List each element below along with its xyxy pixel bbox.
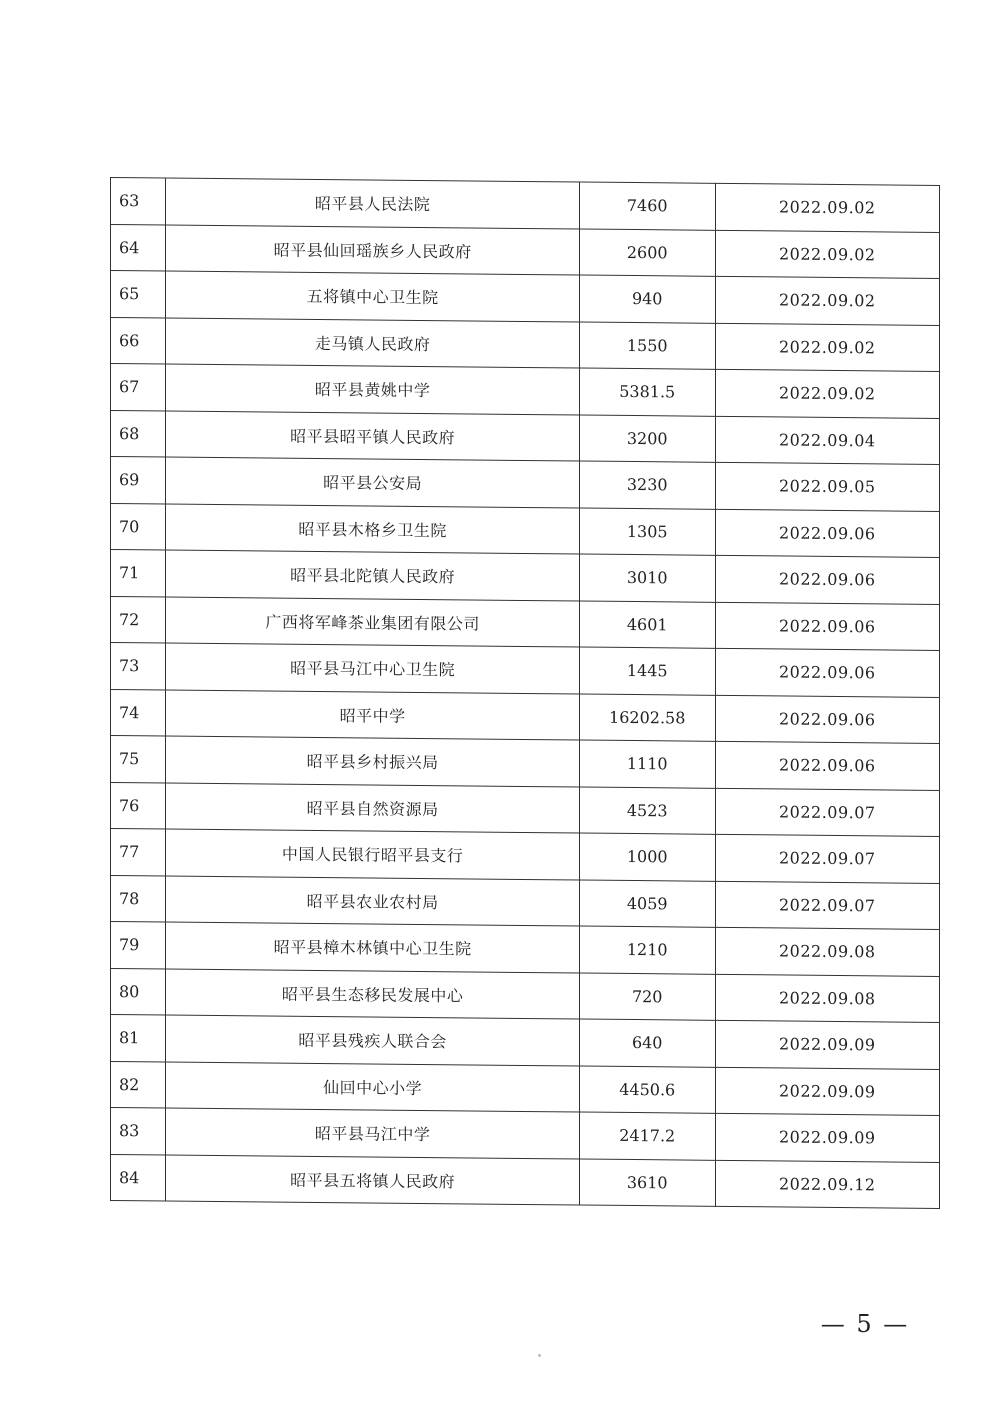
row-number: 69 xyxy=(111,457,166,504)
table-row xyxy=(111,968,940,1022)
donation-table xyxy=(110,177,940,1209)
table-row xyxy=(111,410,940,464)
amount: 640 xyxy=(579,1019,715,1067)
row-number: 73 xyxy=(111,643,166,690)
row-number: 79 xyxy=(111,922,166,969)
table-row xyxy=(111,922,940,976)
amount: 3610 xyxy=(579,1159,715,1207)
donation-table-wrapper xyxy=(110,177,940,1209)
amount: 5381.5 xyxy=(579,368,715,416)
date: 2022.09.02 xyxy=(715,230,939,279)
row-number: 67 xyxy=(111,364,166,411)
date: 2022.09.04 xyxy=(715,416,939,465)
unit-name: 昭平县马江中心卫生院 xyxy=(166,643,579,693)
table-row xyxy=(111,1108,940,1162)
unit-name: 昭平县残疾人联合会 xyxy=(166,1015,579,1065)
date: 2022.09.08 xyxy=(715,974,939,1023)
unit-name: 昭平县木格乡卫生院 xyxy=(166,504,579,554)
row-number: 72 xyxy=(111,596,166,643)
date: 2022.09.02 xyxy=(715,276,939,325)
unit-name: 仙回中心小学 xyxy=(166,1062,579,1112)
unit-name: 走马镇人民政府 xyxy=(166,318,579,368)
row-number: 70 xyxy=(111,503,166,550)
date: 2022.09.09 xyxy=(715,1020,939,1069)
table-row xyxy=(111,1061,940,1115)
unit-name: 昭平县马江中学 xyxy=(166,1108,579,1158)
scan-speck xyxy=(538,1354,541,1357)
unit-name: 昭平县樟木林镇中心卫生院 xyxy=(166,922,579,972)
unit-name: 中国人民银行昭平县支行 xyxy=(166,829,579,879)
row-number: 80 xyxy=(111,968,166,1015)
date: 2022.09.06 xyxy=(715,695,939,744)
date: 2022.09.06 xyxy=(715,602,939,651)
amount: 1445 xyxy=(579,647,715,695)
row-number: 71 xyxy=(111,550,166,597)
date: 2022.09.06 xyxy=(715,741,939,790)
unit-name: 昭平县黄姚中学 xyxy=(166,364,579,414)
unit-name: 昭平县北陀镇人民政府 xyxy=(166,550,579,600)
table-row xyxy=(111,271,940,325)
amount: 7460 xyxy=(579,182,715,230)
unit-name: 昭平县人民法院 xyxy=(166,178,579,228)
date: 2022.09.12 xyxy=(715,1160,939,1209)
unit-name: 广西将军峰茶业集团有限公司 xyxy=(166,597,579,647)
table-row xyxy=(111,317,940,371)
row-number: 63 xyxy=(111,178,166,225)
table-row xyxy=(111,457,940,511)
amount: 3010 xyxy=(579,554,715,602)
amount: 3200 xyxy=(579,415,715,463)
table-row xyxy=(111,503,940,557)
amount: 1110 xyxy=(579,740,715,788)
unit-name: 五将镇中心卫生院 xyxy=(166,271,579,321)
table-row xyxy=(111,1015,940,1069)
table-row xyxy=(111,689,940,743)
row-number: 66 xyxy=(111,317,166,364)
unit-name: 昭平县昭平镇人民政府 xyxy=(166,411,579,461)
date: 2022.09.05 xyxy=(715,462,939,511)
unit-name: 昭平县乡村振兴局 xyxy=(166,736,579,786)
unit-name: 昭平县公安局 xyxy=(166,457,579,507)
amount: 2417.2 xyxy=(579,1112,715,1160)
row-number: 77 xyxy=(111,829,166,876)
table-row xyxy=(111,1154,940,1208)
unit-name: 昭平县生态移民发展中心 xyxy=(166,969,579,1019)
amount: 4523 xyxy=(579,787,715,835)
row-number: 83 xyxy=(111,1108,166,1155)
date: 2022.09.07 xyxy=(715,788,939,837)
row-number: 81 xyxy=(111,1015,166,1062)
row-number: 82 xyxy=(111,1061,166,1108)
amount: 4601 xyxy=(579,601,715,649)
row-number: 76 xyxy=(111,782,166,829)
unit-name: 昭平县仙回瑶族乡人民政府 xyxy=(166,225,579,275)
date: 2022.09.09 xyxy=(715,1067,939,1116)
row-number: 78 xyxy=(111,875,166,922)
unit-name: 昭平县五将镇人民政府 xyxy=(166,1155,579,1205)
table-row xyxy=(111,829,940,883)
table-row xyxy=(111,550,940,604)
amount: 1000 xyxy=(579,833,715,881)
row-number: 65 xyxy=(111,271,166,318)
table-row xyxy=(111,875,940,929)
unit-name: 昭平中学 xyxy=(166,690,579,740)
date: 2022.09.02 xyxy=(715,183,939,232)
date: 2022.09.02 xyxy=(715,323,939,372)
page-number: — 5 — xyxy=(820,1310,910,1338)
amount: 1305 xyxy=(579,508,715,556)
amount: 4450.6 xyxy=(579,1066,715,1114)
table-body xyxy=(111,178,940,1209)
amount: 16202.58 xyxy=(579,694,715,742)
amount: 2600 xyxy=(579,229,715,277)
amount: 4059 xyxy=(579,880,715,928)
date: 2022.09.02 xyxy=(715,369,939,418)
row-number: 74 xyxy=(111,689,166,736)
date: 2022.09.06 xyxy=(715,509,939,558)
row-number: 75 xyxy=(111,736,166,783)
table-row xyxy=(111,178,940,232)
table-row xyxy=(111,596,940,650)
table-row xyxy=(111,643,940,697)
amount: 720 xyxy=(579,973,715,1021)
amount: 1210 xyxy=(579,926,715,974)
row-number: 64 xyxy=(111,224,166,271)
date: 2022.09.08 xyxy=(715,927,939,976)
amount: 3230 xyxy=(579,461,715,509)
date: 2022.09.06 xyxy=(715,555,939,604)
table-row xyxy=(111,782,940,836)
row-number: 68 xyxy=(111,410,166,457)
amount: 1550 xyxy=(579,322,715,370)
date: 2022.09.07 xyxy=(715,881,939,930)
row-number: 84 xyxy=(111,1154,166,1201)
table-row xyxy=(111,736,940,790)
amount: 940 xyxy=(579,275,715,323)
unit-name: 昭平县自然资源局 xyxy=(166,783,579,833)
date: 2022.09.09 xyxy=(715,1113,939,1162)
date: 2022.09.07 xyxy=(715,834,939,883)
table-row xyxy=(111,364,940,418)
unit-name: 昭平县农业农村局 xyxy=(166,876,579,926)
date: 2022.09.06 xyxy=(715,648,939,697)
table-row xyxy=(111,224,940,278)
